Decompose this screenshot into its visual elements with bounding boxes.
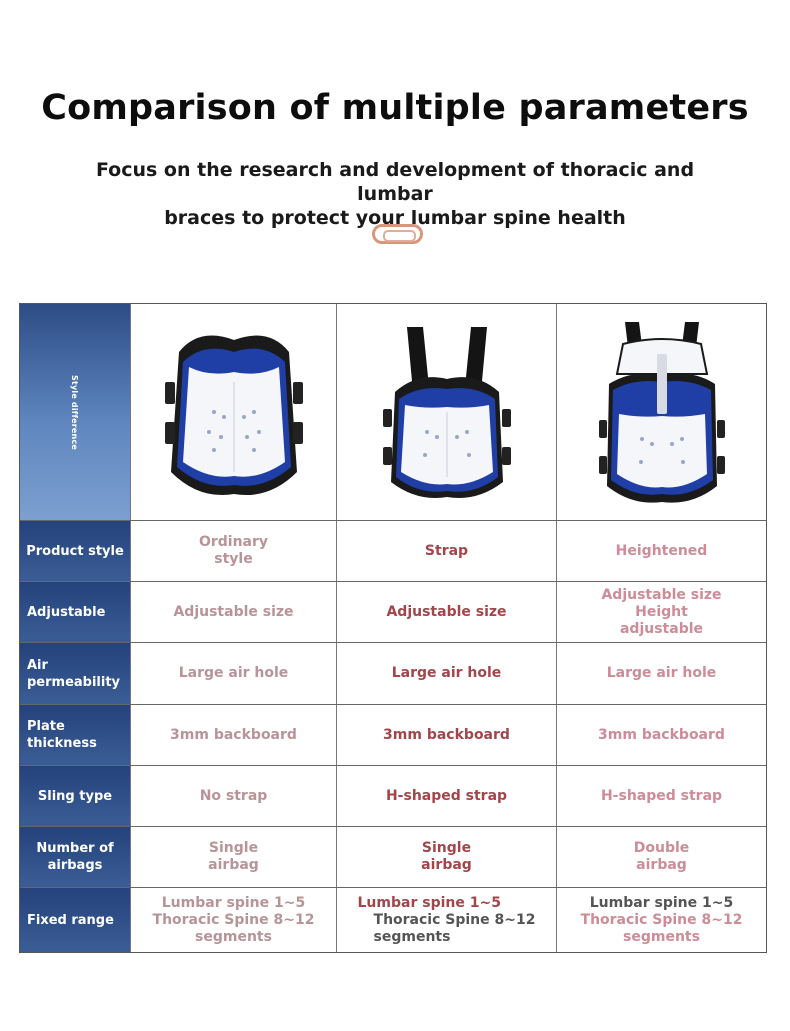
brace-ordinary-icon: [130, 304, 336, 520]
table-row: [20, 704, 766, 765]
cell-ordinary-product-style: Ordinary style: [130, 521, 336, 581]
subtitle-line-2: braces to protect your lumbar spine health: [164, 207, 626, 229]
table-row: [20, 520, 766, 581]
cell-ordinary-airbags: Single airbag: [130, 827, 336, 887]
row-header-sling-type: Sling type: [20, 766, 130, 826]
cell-strap-air: Large air hole: [336, 643, 556, 704]
cell-strap-sling: H-shaped strap: [336, 766, 556, 826]
subtitle-line-1: Focus on the research and development of thoracic and lumbar: [95, 159, 695, 205]
row-header-airbags: Number of airbags: [20, 827, 130, 887]
cell-strap-product-style: Strap: [336, 521, 556, 581]
cell-strap-plate: 3mm backboard: [336, 705, 556, 765]
table-row: [20, 581, 766, 642]
row-header-plate-thickness: Plate thickness: [20, 705, 130, 765]
table-row: [20, 887, 766, 952]
cell-ordinary-range: Lumbar spine 1~5 Thoracic Spine 8~12 segments: [130, 888, 336, 952]
decorative-pill-icon: [372, 224, 423, 244]
cell-heightened-sling: H-shaped strap: [556, 766, 766, 826]
table-row-images: [20, 304, 766, 520]
brace-strap-icon: [336, 304, 556, 520]
cell-heightened-plate: 3mm backboard: [556, 705, 766, 765]
row-header-adjustable: Adjustable: [20, 582, 130, 642]
cell-ordinary-adjustable: Adjustable size: [130, 582, 336, 642]
cell-heightened-adjustable: Adjustable size Height adjustable: [556, 582, 766, 642]
cell-strap-airbags: Single airbag: [336, 827, 556, 887]
row-header-air-permeability: Air permeability: [20, 643, 130, 704]
page-title: Comparison of multiple parameters: [41, 88, 749, 128]
cell-heightened-product-style: Heightened: [556, 521, 766, 581]
brace-heightened-icon: [556, 304, 766, 520]
cell-heightened-air: Large air hole: [556, 643, 766, 704]
cell-strap-adjustable: Adjustable size: [336, 582, 556, 642]
comparison-table: [19, 303, 767, 953]
table-row: [20, 826, 766, 887]
cell-ordinary-plate: 3mm backboard: [130, 705, 336, 765]
table-row: [20, 642, 766, 704]
row-header-fixed-range: Fixed range: [20, 888, 130, 952]
cell-ordinary-air: Large air hole: [130, 643, 336, 704]
cell-heightened-airbags: Double airbag: [556, 827, 766, 887]
table-row: [20, 765, 766, 826]
cell-heightened-range: Lumbar spine 1~5 Thoracic Spine 8~12 segments: [556, 888, 766, 952]
row-header-style: [20, 304, 130, 520]
cell-ordinary-sling: No strap: [130, 766, 336, 826]
cell-strap-range: Lumbar spine 1~5 Thoracic Spine 8~12 segments: [336, 888, 556, 952]
row-header-product-style: Product style: [20, 521, 130, 581]
style-difference-label: Style difference: [70, 374, 80, 450]
page-subtitle: [60, 158, 730, 230]
